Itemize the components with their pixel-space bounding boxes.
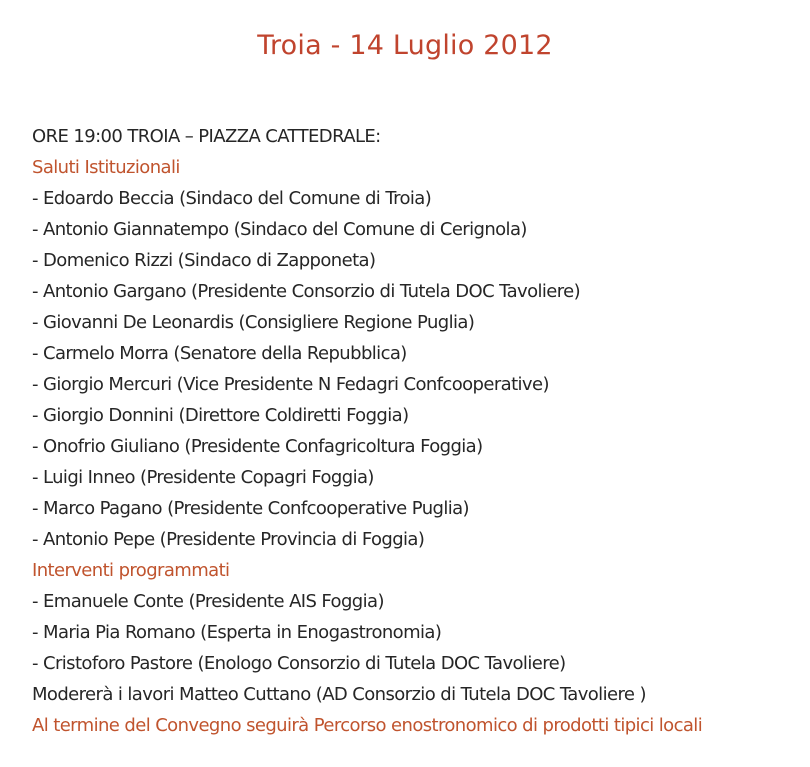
- list-item: - Giorgio Donnini (Direttore Coldiretti Foggia): [32, 405, 409, 426]
- event-time-location: ORE 19:00 TROIA – PIAZZA CATTEDRALE:: [32, 126, 381, 147]
- list-item: - Maria Pia Romano (Esperta in Enogastronomia): [32, 622, 442, 643]
- list-item: - Emanuele Conte (Presidente AIS Foggia): [32, 591, 384, 612]
- list-item: - Domenico Rizzi (Sindaco di Zapponeta): [32, 250, 376, 271]
- list-item: - Marco Pagano (Presidente Confcooperative Puglia): [32, 498, 469, 519]
- program-content: [32, 121, 802, 741]
- list-item: - Giovanni De Leonardis (Consigliere Regione Puglia): [32, 312, 475, 333]
- list-item: - Antonio Giannatempo (Sindaco del Comune di Cerignola): [32, 219, 527, 240]
- closing-line: Al termine del Convegno seguirà Percorso enostronomico di prodotti tipici locali: [32, 715, 703, 736]
- list-item: - Edoardo Beccia (Sindaco del Comune di Troia): [32, 188, 432, 209]
- list-item: - Cristoforo Pastore (Enologo Consorzio di Tutela DOC Tavoliere): [32, 653, 566, 674]
- list-item: - Antonio Gargano (Presidente Consorzio di Tutela DOC Tavoliere): [32, 281, 581, 302]
- section-heading-interventions: Interventi programmati: [32, 560, 230, 581]
- list-item: - Carmelo Morra (Senatore della Repubblica): [32, 343, 407, 364]
- list-item: - Antonio Pepe (Presidente Provincia di Foggia): [32, 529, 425, 550]
- list-item: - Giorgio Mercuri (Vice Presidente N Fedagri Confcooperative): [32, 374, 549, 395]
- moderator-line: Modererà i lavori Matteo Cuttano (AD Consorzio di Tutela DOC Tavoliere ): [32, 684, 646, 705]
- list-item: - Onofrio Giuliano (Presidente Confagricoltura Foggia): [32, 436, 483, 457]
- page-title: Troia - 14 Luglio 2012: [257, 30, 553, 61]
- section-heading-greetings: Saluti Istituzionali: [32, 157, 180, 178]
- list-item: - Luigi Inneo (Presidente Copagri Foggia): [32, 467, 374, 488]
